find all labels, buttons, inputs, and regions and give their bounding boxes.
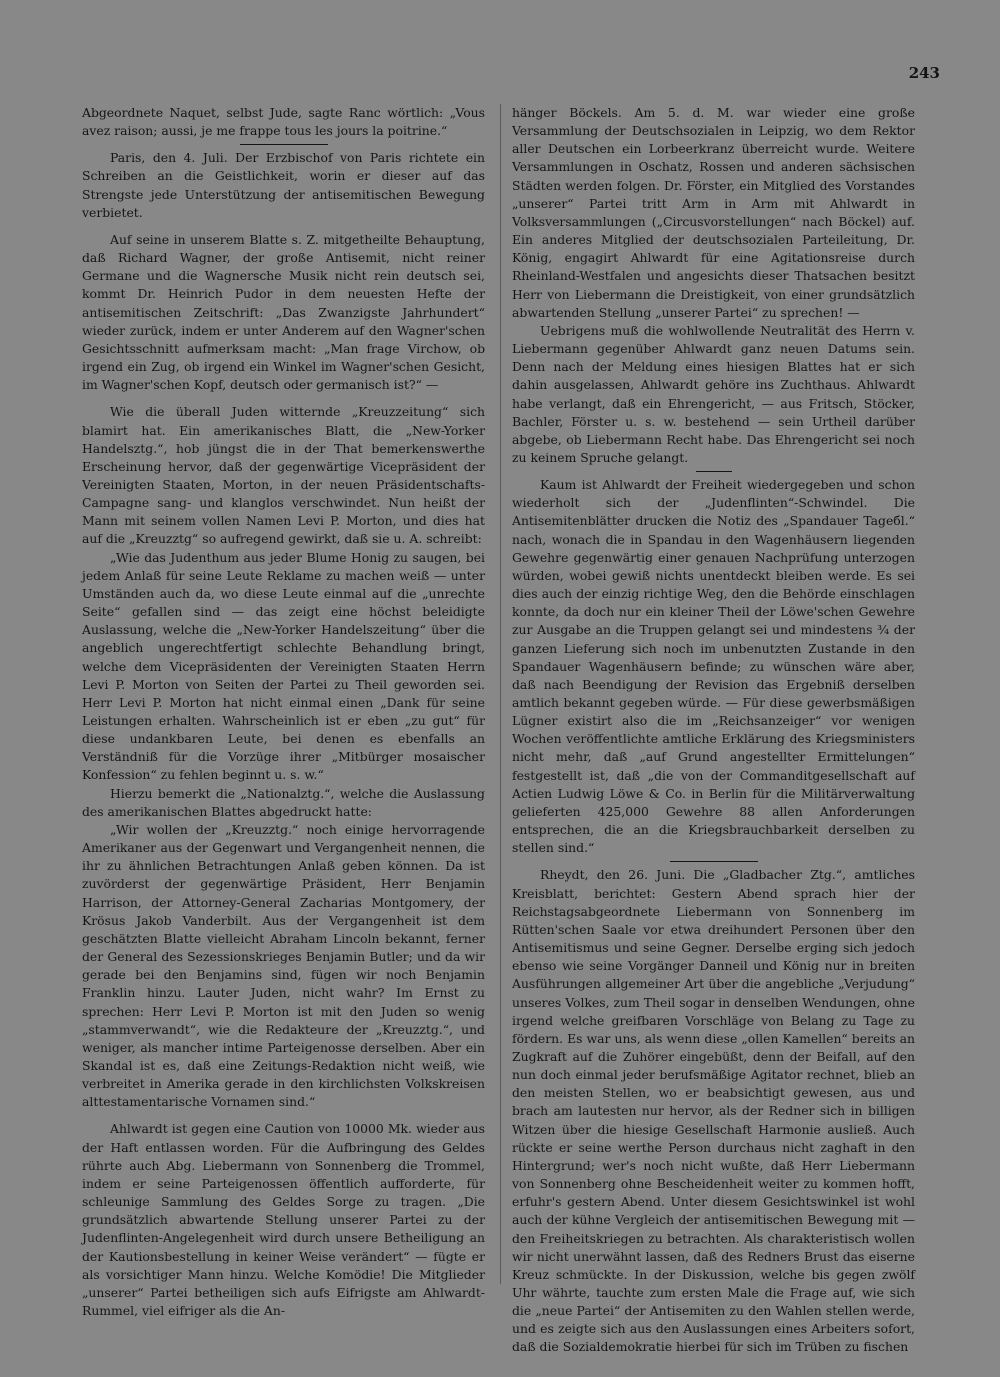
paragraph-rheydt: Rheydt, den 26. Juni. Die „Gladbacher Ztg.“, amtliches Kreisblatt, berichtet: Gestern Abend sprach hier der Reichstagsabgeordnete Liebermann von Sonnenberg im Rütten'schen Saale vor etwa dreihundert Personen über den Antisemitismus und seine Gegner. Derselbe erging sich jedoch ebenso wie seine Vorgänger Danneil und König nur in breiten Ausführungen allgemeiner Art über die angebliche „Verjudung“ unseres Volkes, zum Theil sogar in denselben Wendungen, ohne irgend welche greifbaren Vorschläge von Belang zu Tage zu fördern. Es war uns, als wenn diese „ollen Kamellen“ bereits an Zugkraft auf die Zuhörer eingebüßt, denn der Beifall, auf den nun doch einmal jeder berufsmäßige Agitator rechnet, blieb an den meisten Stellen, wo er beabsichtigt gewesen, aus und brach am lautesten nur hervor, als der Redner sich in billigen Witzen über die hiesige Gesellschaft Harmonie ausließ. Auch rückte er seine werthe Person durchaus nicht zaghaft in den Hintergrund; wer's noch nicht wußte, daß Herr Liebermann von Sonnenberg ohne Bescheidenheit weiter zu kommen hofft, erfuhr's gestern Abend. Unter diesem Gesichtswinkel ist wohl auch der kühne Vergleich der antisemitischen Bewegung mit — den Freiheitskriegen zu betrachten. Als charakteristisch wollen wir nicht unerwähnt lassen, daß des Redners Brust das eiserne Kreuz schmückte. In der Diskussion, welche bis gegen zwölf Uhr währte, tauchte zum ersten Male die Frage auf, wie sich die „neue Partei“ der Antisemiten zu den Wahlen stellen werde, und es zeigte sich aus den Auslassungen eines Arbeiters sofort, daß die Sozialdemokratie hierbei für sich im Trüben zu fischen bbox=[512, 867, 915, 1355]
page-number: 243 bbox=[908, 64, 940, 82]
paragraph-paris: Paris, den 4. Juli. Der Erzbischof von Paris richtete ein Schreiben an die Geistlichkeit, worin er dieser auf das Strengste jede Unterstützung der antisemitischen Bewegung verbietet. bbox=[82, 150, 485, 220]
paragraph-wagner: Auf seine in unserem Blatte s. Z. mitgetheilte Behauptung, daß Richard Wagner, der große Antisemit, nicht reiner Germane und die Wagnersche Musik nicht rein deutsch sei, kommt Dr. Heinrich Pudor in dem neuesten Hefte der antisemitischen Zeitschrift: „Das Zwanzigste Jahrhundert“ wieder zurück, indem er unter Anderem auf den Wagner'schen Gesichtsschnitt aufmerksam macht: „Man frage Virchow, ob irgend ein Zug, ob irgend ein Winkel im Wagner'schen Gesicht, im Wagner'schen Kopf, deutsch oder germanisch ist?“ — bbox=[82, 231, 485, 393]
paragraph-quote-nationalztg: „Wir wollen der „Kreuzztg.“ noch einige hervorragende Amerikaner aus der Gegenwart und Vergangenheit nennen, die ihr zu ähnlichen Betrachtungen Anlaß geben können. Da ist zuvörderst der gegenwärtige Präsident, Herr Benjamin Harrison, der Attorney-General Zacharias Montgomery, der Krösus Jakob Vanderbilt. Aus der Vergangenheit ist dem geschätzten Blatte vielleicht Abraham Lincoln bekannt, ferner der General des Sezessionskrieges Benjamin Butler; und da wir gerade bei den Benjamins sind, fügen wir noch Benjamin Franklin hinzu. Lauter Juden, nicht wahr? Im Ernst zu sprechen: Herr Levi P. Morton ist mit den Juden so wenig „stammverwandt“, wie die Redakteure der „Kreuzztg.“, und weniger, als mancher intime Parteigenosse derselben. Aber ein Skandal ist es, daß eine Zeitungs-Redaktion nicht weiß, wie verbreitet in Amerika gerade in den kirchlichsten Volkskreisen alttestamentarische Vornamen sind.“ bbox=[82, 821, 485, 1110]
column-divider bbox=[500, 104, 501, 1284]
separator-rule bbox=[240, 144, 328, 145]
paragraph-liebermann-neutralitaet: Uebrigens muß die wohlwollende Neutralität des Herrn v. Liebermann gegenüber Ahlwardt ganz neuen Datums sein. Denn nach der Meldung eines hiesigen Blattes hat er sich dahin ausgelassen, Ahlwardt gehöre ins Zuchthaus. Ahlwardt habe verlangt, daß ein Ehrengericht, — aus Fritsch, Stöcker, Bachler, Förster u. s. w. bestehend — sein Urtheil darüber abgebe, ob Liebermann Recht habe. Das Ehrengericht sei noch zu keinem Spruche gelangt. bbox=[512, 322, 915, 465]
right-column bbox=[512, 104, 915, 1357]
paragraph-nationalztg: Hierzu bemerkt die „Nationalztg.“, welche die Auslassung des amerikanischen Blattes abgedruckt hatte: bbox=[82, 785, 485, 819]
paragraph-ahlwardt: Ahlwardt ist gegen eine Caution von 10000 Mk. wieder aus der Haft entlassen worden. Für die Aufbringung des Geldes rührte auch Abg. Liebermann von Sonnenberg die Trommel, indem er seine Parteigenossen öffentlich aufforderte, für schleunige Sammlung des Geldes Sorge zu tragen. „Die grundsätzlich abwartende Stellung unserer Partei zu der Judenflinten-Angelegenheit wird durch unsere Betheiligung an der Kautionsbestellung in keiner Weise verändert“ — fügte er als vorsichtiger Mann hinzu. Welche Komödie! Die Mitglieder „unserer“ Partei betheiligen sich aufs Eifrigste am Ahlwardt-Rummel, viel eifriger als die An- bbox=[82, 1121, 485, 1318]
paragraph-boeckel: hänger Böckels. Am 5. d. M. war wieder eine große Versammlung der Deutschsozialen in Leipzig, wo dem Rektor aller Deutschen ein Lorbeerkranz überreicht wurde. Weitere Versammlungen in Oschatz, Rossen und anderen sächsischen Städten werden folgen. Dr. Förster, ein Mitglied des Vorstandes „unserer“ Partei tritt Arm in Arm mit Ahlwardt in Volksversammlungen („Circusvorstellungen“ nach Böckel) auf. Ein anderes Mitglied der deutschsozialen Parteileitung, Dr. König, engagirt Ahlwardt für eine Agitationsreise durch Rheinland-Westfalen und angesichts dieser Thatsachen besitzt Herr von Liebermann die Dreistigkeit, von einer grundsätzlich abwartenden Stellung „unserer Partei“ zu sprechen! — bbox=[512, 105, 915, 320]
paragraph-naquet: Abgeordnete Naquet, selbst Jude, sagte Ranc wörtlich: „Vous avez raison; aussi, je me frappe tous les jours la poitrine.“ bbox=[82, 105, 485, 139]
paragraph-judenflinten: Kaum ist Ahlwardt der Freiheit wiedergegeben und schon wiederholt sich der „Judenflinten“-Schwindel. Die Antisemitenblätter drucken die Notiz des „Spandauer Tageбl.“ nach, wonach die in Spandau in den Wagenhäusern liegenden Gewehre gegenwärtig einer genauen Nachprüfung unterzogen würden, wobei gewiß nichts unentdeckt bleiben werde. Es sei dies auch der einzig richtige Weg, den die Behörde einschlagen konnte, da doch nur ein kleiner Theil der Löwe'schen Gewehre zur Ausgabe an die Truppen gelangt sei und mindestens ¾ der ganzen Lieferung sich noch im unbenutzten Zustande in den Spandauer Wagenhäusern befinde; zu wünschen wäre aber, daß nach Beendigung der Revision das Ergebniß derselben amtlich bekannt gegeben würde. — Für diese gewerbsmäßigen Lügner existirt also die im „Reichsanzeiger“ vor wenigen Wochen veröffentlichte amtliche Erklärung des Kriegsministers nicht mehr, daß „auf Grund angestellter Ermittelungen“ festgestellt ist, daß „die von der Commanditgesellschaft auf Actien Ludwig Löwe & Co. in Berlin für die Militärverwaltung gelieferten 425,000 Gewehre 88 allen Anforderungen entsprechen, die an die Kriegsbrauchbarkeit derselben zu stellen sind.“ bbox=[512, 477, 915, 856]
left-column bbox=[82, 104, 485, 1320]
paragraph-kreuzzeitung: Wie die überall Juden witternde „Kreuzzeitung“ sich blamirt hat. Ein amerikanisches Blatt, die „New-Yorker Handelsztg.“, hob jüngst die in der That bemerkenswerthe Erscheinung hervor, daß der gegenwärtige Vicepräsident der Vereinigten Staaten, Morton, in der neuen Präsidentschafts-Campagne sang- und klanglos verschwindet. Nun heißt der Mann mit seinem vollen Namen Levi P. Morton, und dies hat auf die „Kreuzztg“ so aufregend gewirkt, daß sie u. A. schreibt: bbox=[82, 404, 485, 547]
paragraph-quote-kreuzzeitung: „Wie das Judenthum aus jeder Blume Honig zu saugen, bei jedem Anlaß für seine Leute Reklame zu machen weiß — unter Umständen auch da, wo diese Leute einmal auf die „unrechte Seite“ gefallen sind — das zeigt eine höchst beleidigte Auslassung, welche die „New-Yorker Handelszeitung“ über die angeblich ungerechtfertigt schlechte Behandlung bringt, welche dem Vicepräsidenten der Vereinigten Staaten Herrn Levi P. Morton von Seiten der Partei zu Theil geworden sei. Herr Levi P. Morton hat nicht einmal einen „Dank für seine Leistungen erhalten. Wahrscheinlich ist er eben „zu gut“ für diese undankbaren Leute, bei denen es ebenfalls an Verständniß für die Vorzüge ihrer „Mitbürger mosaischer Konfession“ zu fehlen beginnt u. s. w.“ bbox=[82, 549, 485, 783]
separator-rule bbox=[696, 471, 732, 472]
separator-rule bbox=[670, 861, 758, 862]
